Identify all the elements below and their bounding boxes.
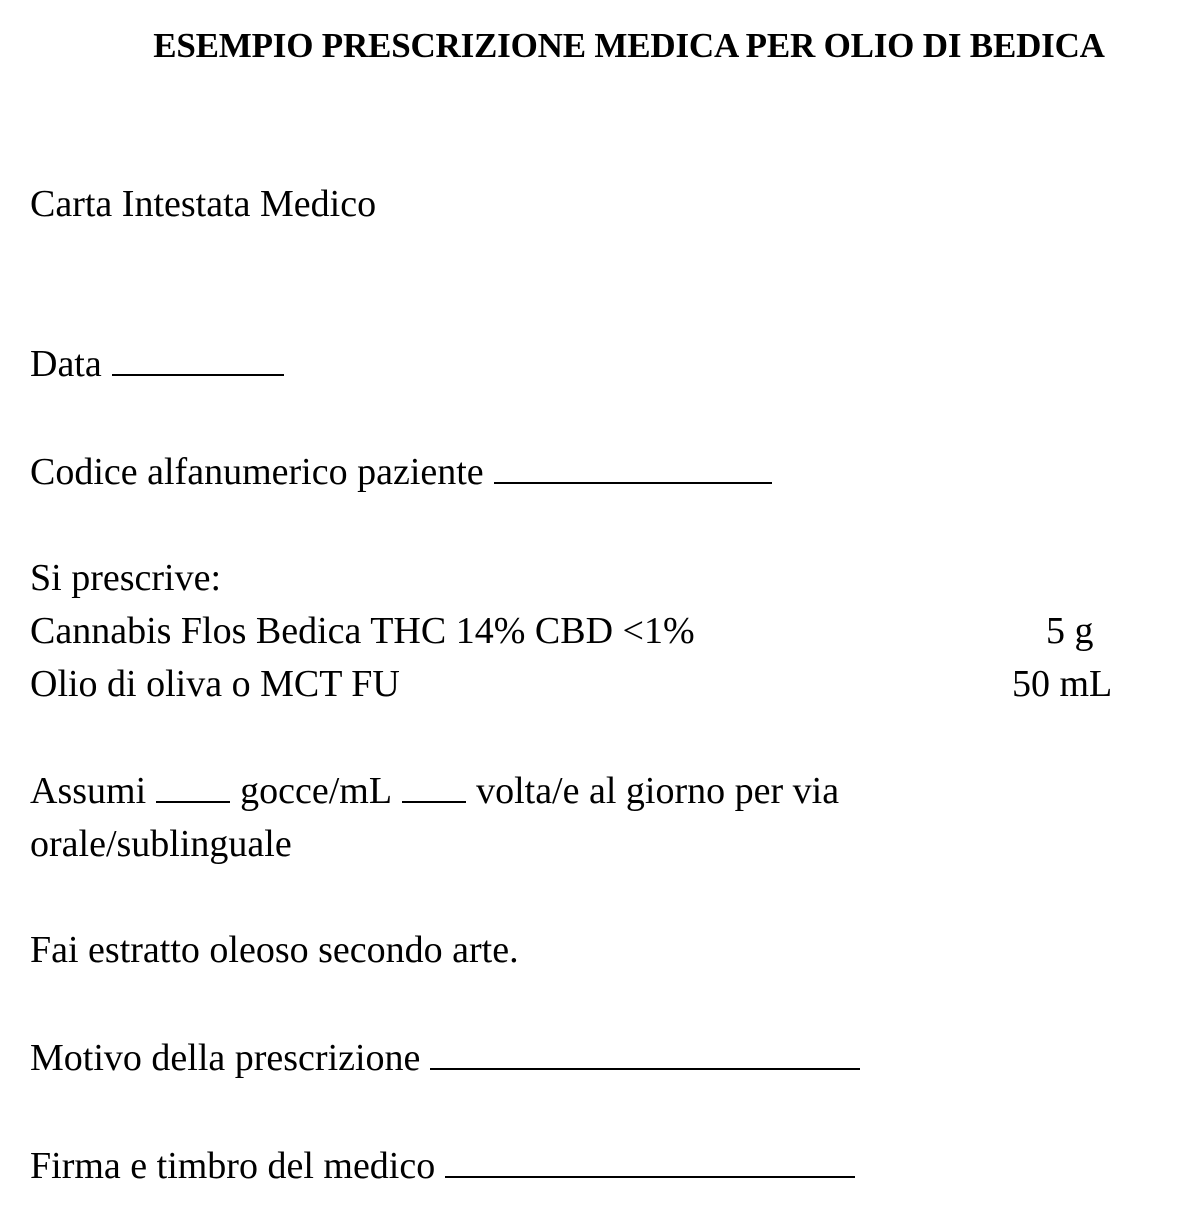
letterhead-label: Carta Intestata Medico: [30, 183, 377, 225]
date-label: Data: [30, 343, 102, 385]
times-blank: [402, 768, 466, 803]
dosage-row: [30, 765, 839, 818]
signature-blank: [445, 1143, 855, 1178]
document-title: ESEMPIO PRESCRIZIONE MEDICA PER OLIO DI BEDICA: [153, 26, 1105, 65]
date-row: [30, 338, 284, 391]
reason-row: [30, 1032, 860, 1085]
date-blank: [112, 341, 284, 376]
dosage-drops-label: gocce/mL: [240, 770, 393, 812]
prescribe-label: Si prescrive:: [30, 557, 222, 599]
item-name: Cannabis Flos Bedica THC 14% CBD <1%: [30, 610, 695, 652]
patient-code-row: [30, 446, 772, 499]
preparation-instruction: Fai estratto oleoso secondo arte.: [30, 929, 519, 971]
item-quantity: 5 g: [1046, 610, 1094, 652]
patient-code-label: Codice alfanumerico paziente: [30, 451, 484, 493]
item-quantity: 50 mL: [1012, 663, 1113, 705]
signature-label: Firma e timbro del medico: [30, 1145, 436, 1187]
dosage-route: orale/sublinguale: [30, 823, 292, 865]
dosage-times-label: volta/e al giorno per via: [476, 770, 840, 812]
patient-code-blank: [494, 449, 772, 484]
signature-row: [30, 1140, 855, 1193]
dosage-take-label: Assumi: [30, 770, 147, 812]
drops-blank: [156, 768, 230, 803]
reason-blank: [430, 1035, 860, 1070]
item-name: Olio di oliva o MCT FU: [30, 663, 400, 705]
reason-label: Motivo della prescrizione: [30, 1037, 421, 1079]
